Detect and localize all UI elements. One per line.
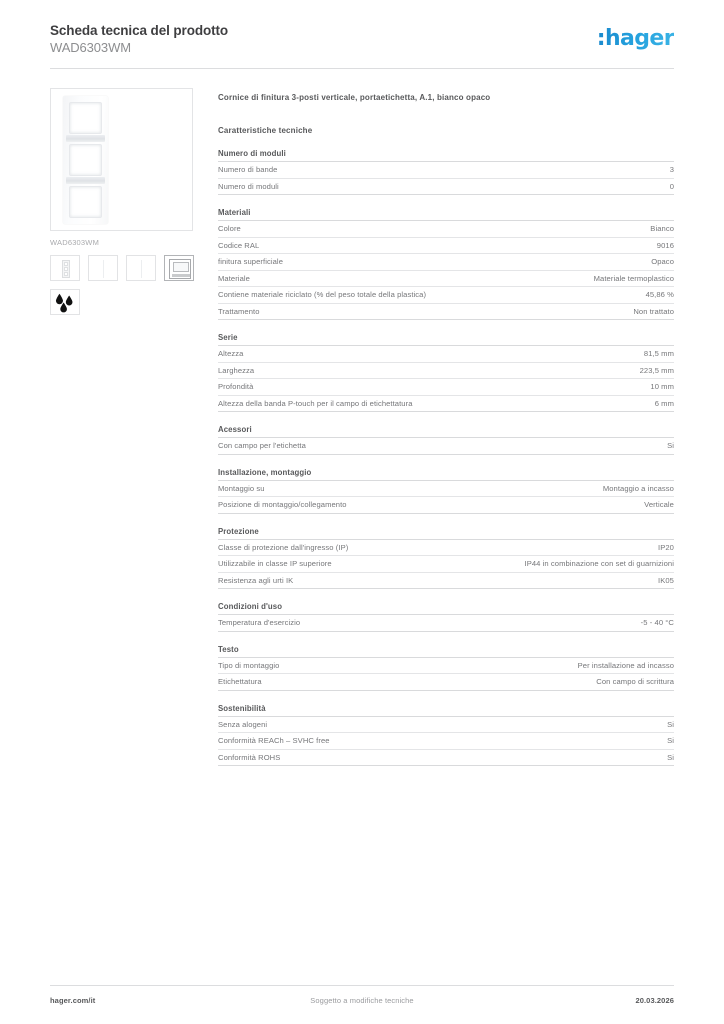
spec-row-label: Numero di bande	[218, 165, 278, 174]
spec-section-heading: Serie	[218, 333, 674, 346]
spec-row	[218, 363, 674, 380]
spec-row-value: IP20	[658, 542, 674, 552]
spec-section-heading: Condizioni d'uso	[218, 602, 674, 615]
spec-section	[218, 704, 674, 767]
thumb-technical-drawing[interactable]	[164, 255, 194, 281]
spec-row-value: Si	[667, 719, 674, 729]
spec-row	[218, 540, 674, 557]
spec-row	[218, 254, 674, 271]
spec-row-value: -5 - 40 °C	[640, 618, 674, 627]
spec-row-label: Senza alogeni	[218, 719, 268, 729]
spec-row-label: Colore	[218, 224, 241, 233]
spec-row-value: 3	[669, 165, 674, 174]
product-label-band-1	[66, 135, 105, 142]
spec-row-label: Contiene materiale riciclato (% del peso totale della plastica)	[218, 290, 427, 299]
product-description: Cornice di finitura 3-posti verticale, portaetichetta, A.1, bianco opaco	[218, 93, 491, 102]
spec-row	[218, 221, 674, 238]
spec-section-heading: Testo	[218, 645, 674, 658]
spec-row-value: Opaco	[651, 257, 674, 266]
spec-row-label: Tipo di montaggio	[218, 660, 280, 670]
spec-row	[218, 481, 674, 498]
spec-row	[218, 396, 674, 413]
spec-row-value: 9016	[656, 240, 674, 250]
spec-section-heading: Materiali	[218, 208, 674, 221]
spec-section	[218, 149, 674, 195]
spec-row-value: 6 mm	[654, 398, 674, 408]
technical-drawing-icon	[169, 259, 191, 279]
spec-row-value: IK05	[658, 575, 674, 585]
product-frame-body	[63, 96, 108, 224]
spec-row	[218, 287, 674, 304]
thumb-frame-plain-2[interactable]	[126, 255, 156, 281]
spec-row-value: 81,5 mm	[643, 349, 674, 358]
spec-row	[218, 179, 674, 196]
mini-window-top	[64, 262, 68, 266]
spec-row-label: Numero di moduli	[218, 181, 279, 191]
spec-row-value: 45,86 %	[645, 290, 674, 299]
spec-row-value: Non trattato	[633, 306, 674, 316]
spec-row-value: 0	[669, 181, 674, 191]
spec-row	[218, 717, 674, 734]
spec-row-label: finitura superficiale	[218, 257, 283, 266]
spec-row-label: Conformità ROHS	[218, 752, 281, 762]
page-title: Scheda tecnica del prodotto	[50, 23, 229, 38]
spec-row-label: Con campo per l'etichetta	[218, 441, 306, 450]
product-media-column	[50, 88, 195, 315]
spec-row	[218, 238, 674, 255]
spec-section	[218, 645, 674, 691]
spec-section-heading: Numero di moduli	[218, 149, 674, 162]
footer-divider	[50, 985, 674, 986]
spec-row-label: Larghezza	[218, 365, 255, 375]
page-footer	[50, 996, 674, 1008]
specifications-column	[218, 92, 674, 779]
spec-section-heading: Acessori	[218, 425, 674, 438]
spec-row	[218, 733, 674, 750]
spec-row-label: Codice RAL	[218, 240, 260, 250]
page-header	[50, 22, 674, 70]
spec-row-label: Conformità REACh – SVHC free	[218, 736, 330, 745]
frame-plain-icon	[103, 260, 104, 278]
spec-section	[218, 468, 674, 514]
product-window-top	[69, 102, 102, 134]
spec-row-label: Posizione di montaggio/collegamento	[218, 500, 347, 509]
spec-section	[218, 425, 674, 455]
spec-row-label: Trattamento	[218, 306, 260, 316]
title-block	[50, 22, 228, 56]
product-image[interactable]	[50, 88, 193, 231]
thumb-color-droplets[interactable]	[50, 289, 80, 315]
spec-row	[218, 556, 674, 573]
spec-section-heading: Sostenibilità	[218, 704, 674, 717]
spec-row-label: Temperatura d'esercizio	[218, 618, 301, 627]
spec-row-value: Per installazione ad incasso	[577, 660, 674, 670]
spec-row-value: 10 mm	[650, 382, 674, 391]
spec-row	[218, 346, 674, 363]
spec-row	[218, 162, 674, 179]
product-label-band-2	[66, 177, 105, 184]
product-window-bottom	[69, 186, 102, 218]
product-image-caption: WAD6303WM	[50, 238, 100, 247]
spec-row-label: Profondità	[218, 382, 254, 391]
spec-row-value: Si	[667, 752, 674, 762]
spec-row-label: Materiale	[218, 273, 250, 283]
spec-section-heading: Protezione	[218, 527, 674, 540]
spec-row	[218, 674, 674, 691]
spec-row-label: Altezza della banda P-touch per il campo di etichettatura	[218, 398, 413, 408]
spec-row-value: Si	[667, 441, 674, 450]
spec-row-value: IP44 in combinazione con set di guarnizioni	[524, 559, 674, 568]
spec-row	[218, 615, 674, 632]
spec-row	[218, 750, 674, 767]
spec-section	[218, 208, 674, 320]
color-droplets-icon	[51, 290, 79, 314]
drawing-inner-rect	[173, 262, 189, 272]
spec-section-heading: Installazione, montaggio	[218, 468, 674, 481]
spec-row-value: Bianco	[650, 224, 674, 233]
spec-row-label: Montaggio su	[218, 483, 265, 493]
spec-row	[218, 573, 674, 590]
spec-row	[218, 379, 674, 396]
spec-row	[218, 658, 674, 675]
specification-sections	[218, 149, 674, 766]
product-reference: WAD6303WM	[50, 40, 131, 55]
spec-row-label: Altezza	[218, 349, 244, 358]
spec-row-label: Etichettatura	[218, 677, 262, 686]
spec-section	[218, 602, 674, 632]
frame-vertical-3gang-icon	[62, 260, 70, 278]
spec-row	[218, 271, 674, 288]
mini-window-middle	[64, 267, 68, 271]
thumb-frame-plain-1[interactable]	[88, 255, 118, 281]
spec-row	[218, 304, 674, 321]
spec-row-value: Materiale termoplastico	[593, 273, 674, 283]
thumbnail-strip	[50, 255, 195, 315]
footer-date: 20.03.2026	[635, 996, 674, 1005]
spec-row-value: Si	[667, 736, 674, 745]
spec-section	[218, 527, 674, 590]
header-divider	[50, 68, 674, 69]
product-window-middle	[69, 144, 102, 176]
spec-row-label: Classe di protezione dall'ingresso (IP)	[218, 542, 349, 552]
drawing-base-bar	[172, 274, 190, 277]
spec-section	[218, 333, 674, 412]
footer-disclaimer: Soggetto a modifiche tecniche	[310, 996, 414, 1005]
specifications-title: Caratteristiche tecniche	[218, 126, 313, 135]
spec-row-value: 223,5 mm	[639, 365, 674, 375]
thumb-frame-vertical-3gang[interactable]	[50, 255, 80, 281]
footer-website[interactable]: hager.com/it	[50, 996, 96, 1005]
spec-row-value: Montaggio a incasso	[602, 483, 674, 493]
frame-plain-icon	[141, 260, 142, 278]
mini-window-bottom	[64, 272, 68, 276]
hager-logo: :hager	[596, 26, 674, 51]
spec-row-label: Utilizzabile in classe IP superiore	[218, 559, 332, 568]
spec-row-label: Resistenza agli urti IK	[218, 575, 294, 585]
spec-row-value: Verticale	[644, 500, 674, 509]
spec-row-value: Con campo di scrittura	[596, 677, 674, 686]
spec-row	[218, 438, 674, 455]
spec-row	[218, 497, 674, 514]
